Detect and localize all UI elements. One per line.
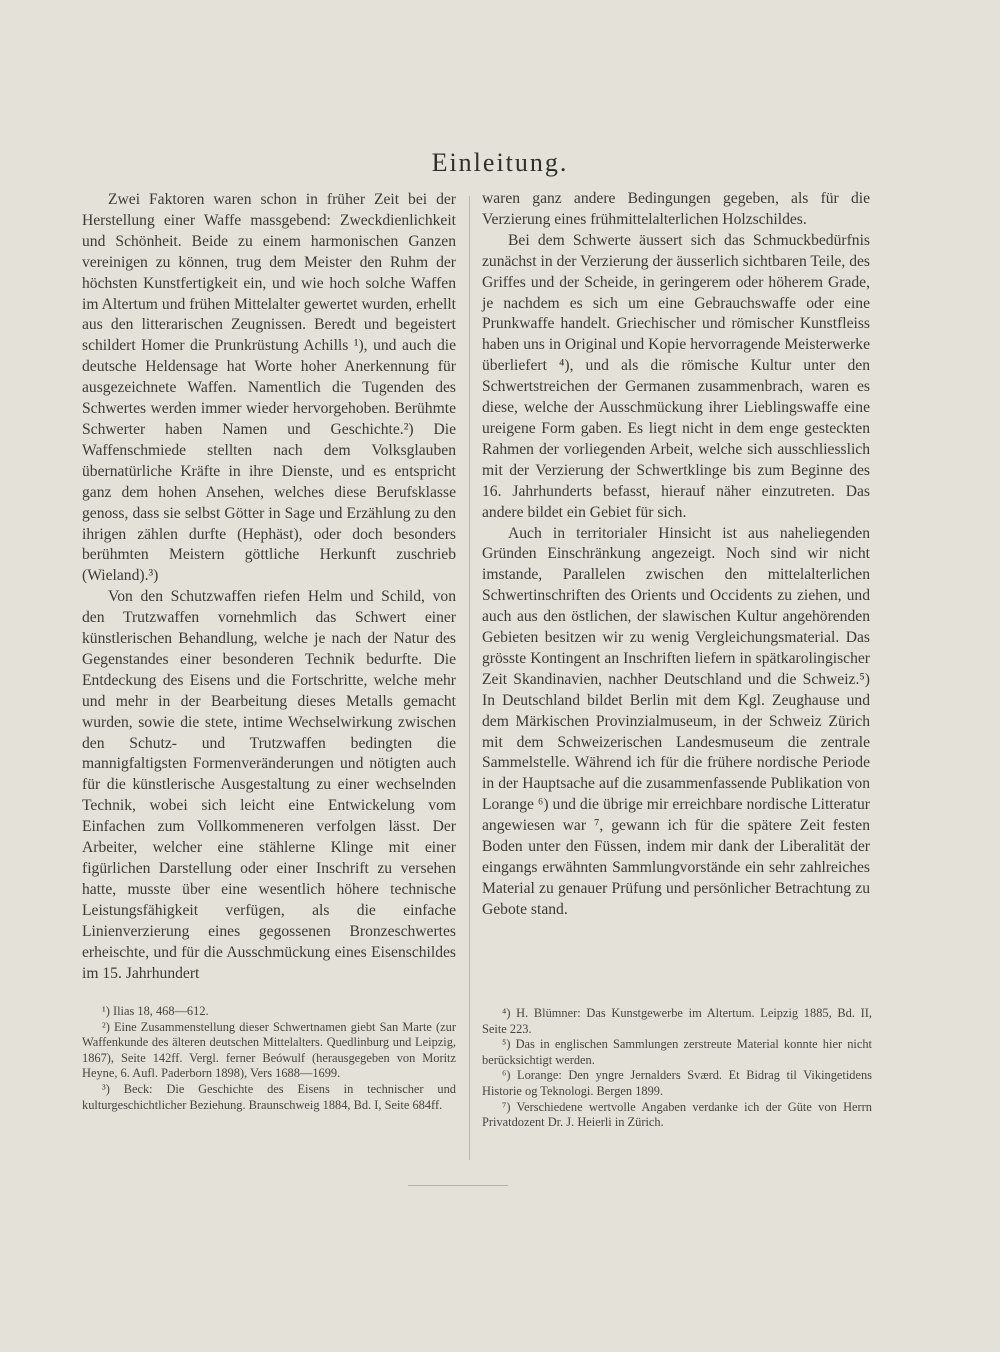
column-divider [469,196,470,1160]
footnote-5: ⁵) Das in englischen Sammlungen zerstreute Material konnte hier nicht berücksichtigt werden. [482,1037,872,1067]
paragraph-4: Auch in territorialer Hinsicht ist aus naheliegenden Gründen Einschränkung angezeigt. Noch sind wir nicht imstande, Parallelen zwischen den mittelalterlichen Schwertinschriften des Orients und Occidents zu ziehen, und auch aus den östlichen, der slawischen Kultur angehörenden Gebieten besitzen wir zu wenig Vergleichungsmaterial. Das grösste Kontingent an Inschriften liefern in spätkarolingischer Zeit Skandinavien, nachher Deutschland und die Schweiz.⁵) In Deutschland bildet Berlin mit dem Kgl. Zeughause und dem Märkischen Provinzialmuseum, in der Schweiz Zürich mit dem Schweizerischen Landesmuseum die zentrale Sammelstelle. Während ich für die frühere nordische Periode in der Hauptsache auf die zusammenfassende Publikation von Lorange ⁶) und die übrige mir erreichbare nordische Litteratur angewiesen war ⁷, gewann ich für die spätere Zeit festen Boden unter den Füssen, indem mir dank der Liberalität der eingangs erwähnten Sammlungvorstände ein sehr zahlreiches Material zu genauer Prüfung und persönlicher Betrachtung zu Gebote stand. [482,524,870,918]
bottom-rule [408,1185,508,1186]
footnote-3: ³) Beck: Die Geschichte des Eisens in technischer und kulturgeschichtlicher Beziehung. Braunschweig 1884, Bd. I, Seite 684ff. [82,1081,456,1112]
page-title: Einleitung. [431,148,569,177]
paragraph-3: Bei dem Schwerte äussert sich das Schmuckbedürfnis zunächst in der Verzierung der äusserlich sichtbaren Teile, des Griffes und der Scheide, in geringerem oder höherem Grade, je nachdem es sich um eine Gebrauchswaffe oder eine Prunkwaffe handelt. Griechischer und römischer Kunstfleiss haben uns in Original und Kopie hervorragende Meisterwerke überliefert ⁴), und als die römische Kultur unter den Schwertstreichen der Germanen zusammenbrach, waren es diese, welche der Ausschmückung ihrer Lieblingswaffe eine ureigene Form gaben. Es liegt nicht in dem enge gesteckten Rahmen der vorliegenden Arbeit, welche sich ausschliesslich mit der Verzierung der Schwertklinge bis zum Beginne des 16. Jahrhunderts befasst, hierauf näher einzutreten. Das andere bildet ein Gebiet für sich. [482,231,870,521]
footnotes-left [82,1004,456,1113]
footnote-4: ⁴) H. Blümner: Das Kunstgewerbe im Altertum. Leipzig 1885, Bd. II, Seite 223. [482,1006,872,1036]
paragraph-2-continued: waren ganz andere Bedingungen gegeben, als für die Verzierung eines frühmittelalterlichen Holzschildes. [482,190,870,228]
footnote-6: ⁶) Lorange: Den yngre Jernalders Sværd. Et Bidrag til Vikingetidens Historie og Teknologi. Bergen 1899. [482,1068,872,1098]
paragraph-1: Zwei Faktoren waren schon in früher Zeit bei der Herstellung einer Waffe massgebend: Zweckdienlichkeit und Schönheit. Beide zu einem harmonischen Ganzen vereinigen zu können, trug dem Meister den Ruhm der höchsten Kunstfertigkeit ein, und wie hoch solche Waffen im Altertum und frühen Mittelalter gewertet wurden, erhellt aus den litterarischen Zeugnissen. Beredt und begeistert schildert Homer die Prunkrüstung Achills ¹), und auch die deutsche Heldensage hat Worte hoher Anerkennung für ausgezeichnete Waffen. Namentlich die Tugenden des Schwertes werden immer wieder hervorgehoben. Berühmte Schwerter haben Namen und Geschichte.²) Die Waffenschmiede stellten nach dem Volksglauben übernatürliche Kräfte in ihre Dienste, und es entspricht ganz dem hohen Ansehen, welches diese Berufsklasse genoss, dass sie selbst Götter in Sage und Erzählung zu den ihrigen zählen durfte (Hephäst), oder doch besonders berühmten Meistern göttliche Herkunft zuschrieb (Wieland).³) [82,191,456,585]
footnote-2: ²) Eine Zusammenstellung dieser Schwertnamen giebt San Marte (zur Waffenkunde des älteren deutschen Mittelalters. Quedlinburg und Leipzig, 1867), Seite 142ff. Vergl. ferner Beówulf (herausgegeben von Moritz Heyne, 6. Aufl. Paderborn 1898), Vers 1688—1699. [82,1019,456,1081]
footnotes-right [482,1006,872,1131]
paragraph-2: Von den Schutzwaffen riefen Helm und Schild, von den Trutzwaffen vornehmlich das Schwert einer künstlerischen Behandlung, welche je nach der Natur des Gegenstandes einer besonderen Technik bedurfte. Die Entdeckung des Eisens und die Fortschritte, welche mehr und mehr in der Bearbeitung dieses Metalls gemacht wurden, sowie die stete, intime Wechselwirkung zwischen den Schutz- und Trutzwaffen bedingten die mannigfaltigsten Formenveränderungen und nötigten auch für die künstlerische Ausgestaltung zu einer wechselnden Technik, wobei sich leicht eine Entwickelung vom Einfachen zum Vollkommeneren verfolgen lässt. Der Arbeiter, welcher eine stählerne Klinge mit einer figürlichen Darstellung oder einer Inschrift zu versehen hatte, musste über eine wesentlich höhere technische Leistungsfähigkeit verfügen, als die einfache Linienverzierung eines gegossenen Bronzeschwertes erheischte, und für die Ausschmückung eines Eisenschildes im 15. Jahrhundert [82,588,456,982]
left-text-column [82,190,456,984]
right-text-column [482,189,870,921]
footnote-7: ⁷) Verschiedene wertvolle Angaben verdanke ich der Güte von Herrn Privatdozent Dr. J. Heierli in Zürich. [482,1099,872,1130]
footnote-1: ¹) Ilias 18, 468—612. [102,1004,209,1018]
